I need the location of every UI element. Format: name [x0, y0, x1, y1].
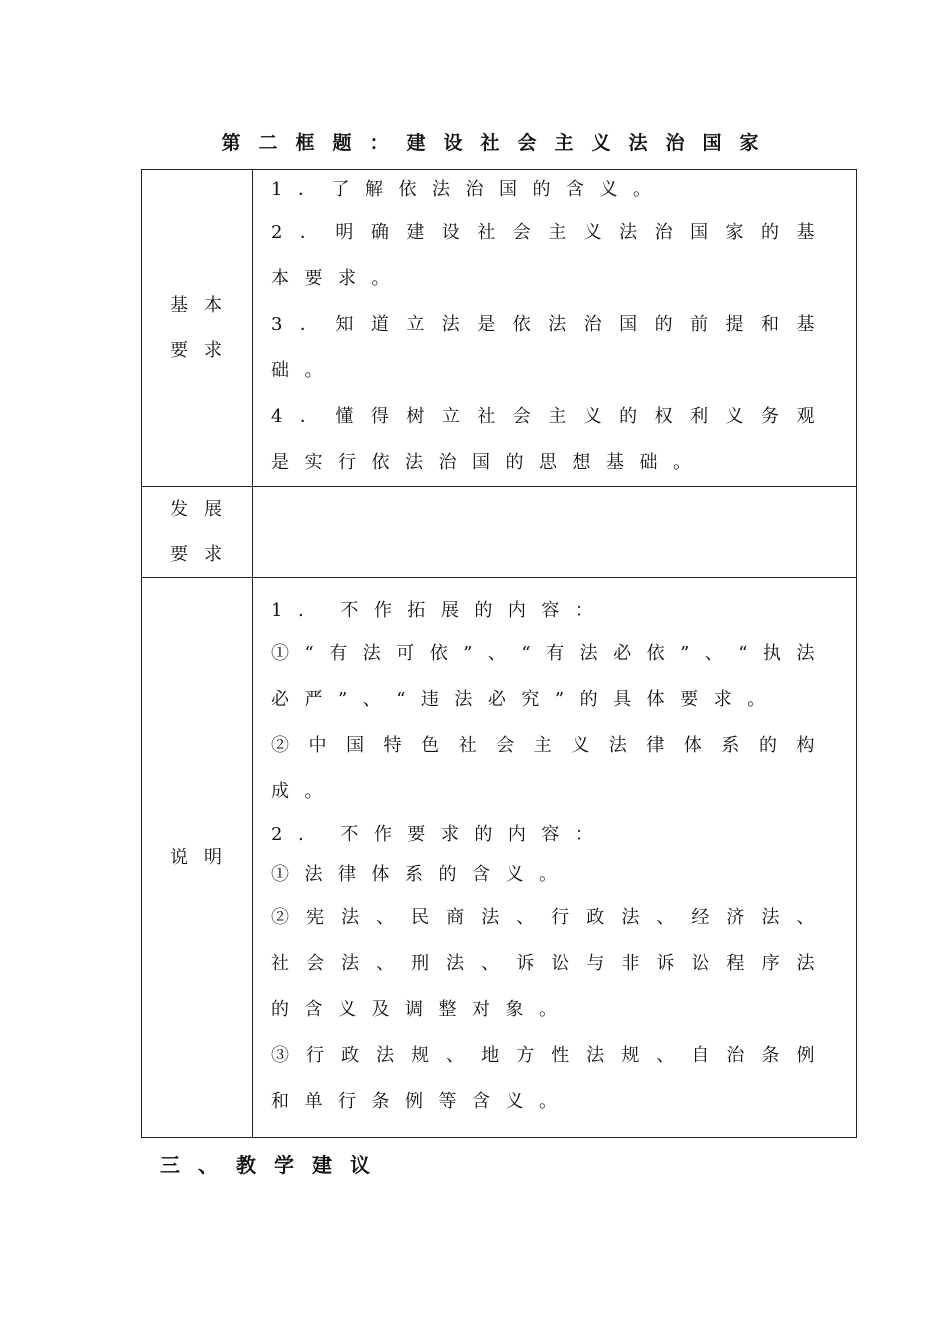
- requirements-table: [141, 169, 857, 1138]
- basic-item-3: 3．知道立法是依法治国的前提和基础。: [271, 314, 830, 381]
- basic-item-1: 1．了解依法治国的含义。: [271, 179, 667, 200]
- basic-requirements-content: [271, 170, 830, 486]
- notes-heading-1: 1. 不作拓展的内容：: [271, 599, 609, 621]
- basic-requirements-row: [142, 170, 857, 487]
- notes-label: 说明: [170, 847, 238, 868]
- notes-row: [142, 578, 857, 1138]
- notes-content: [271, 591, 830, 1125]
- development-requirements-content-cell: [253, 487, 857, 578]
- notes-heading-2: 2. 不作要求的内容：: [271, 823, 609, 845]
- development-requirements-label: [142, 487, 252, 577]
- notes-label-cell: [142, 578, 253, 1138]
- basic-requirements-label-cell: [142, 170, 253, 487]
- notes-item-5: ③行政法规、地方性法规、自治条例和单行条例等含义。: [271, 1044, 830, 1112]
- page-title: 第二框题：建设社会主义法治国家: [221, 132, 777, 154]
- development-label-line1: 发展: [170, 499, 238, 520]
- notes-item-3: ①法律体系的含义。: [271, 863, 573, 885]
- notes-item-4: ②宪法、民商法、行政法、经济法、社会法、刑法、诉讼与非诉讼程序法的含义及调整对象。: [271, 906, 830, 1020]
- development-requirements-label-cell: [142, 487, 253, 578]
- notes-item-1: ①“有法可依”、“有法必依”、“执法必严”、“违法必究”的具体要求。: [271, 642, 831, 710]
- section-heading: 三、教学建议: [160, 1153, 388, 1177]
- notes-item-2: ②中国特色社会主义法律体系的构成。: [271, 734, 830, 802]
- development-requirements-row: [142, 487, 857, 578]
- basic-requirements-label: [142, 283, 252, 373]
- basic-item-4: 4．懂得树立社会主义的权利义务观是实行依法治国的思想基础。: [271, 406, 830, 473]
- development-label-line2: 要求: [170, 544, 238, 565]
- basic-label-line1: 基本: [170, 295, 238, 316]
- basic-item-2: 2．明确建设社会主义法治国家的基本要求。: [271, 222, 830, 289]
- basic-label-line2: 要求: [170, 340, 238, 361]
- notes-content-cell: [253, 578, 857, 1138]
- basic-requirements-content-cell: [253, 170, 857, 487]
